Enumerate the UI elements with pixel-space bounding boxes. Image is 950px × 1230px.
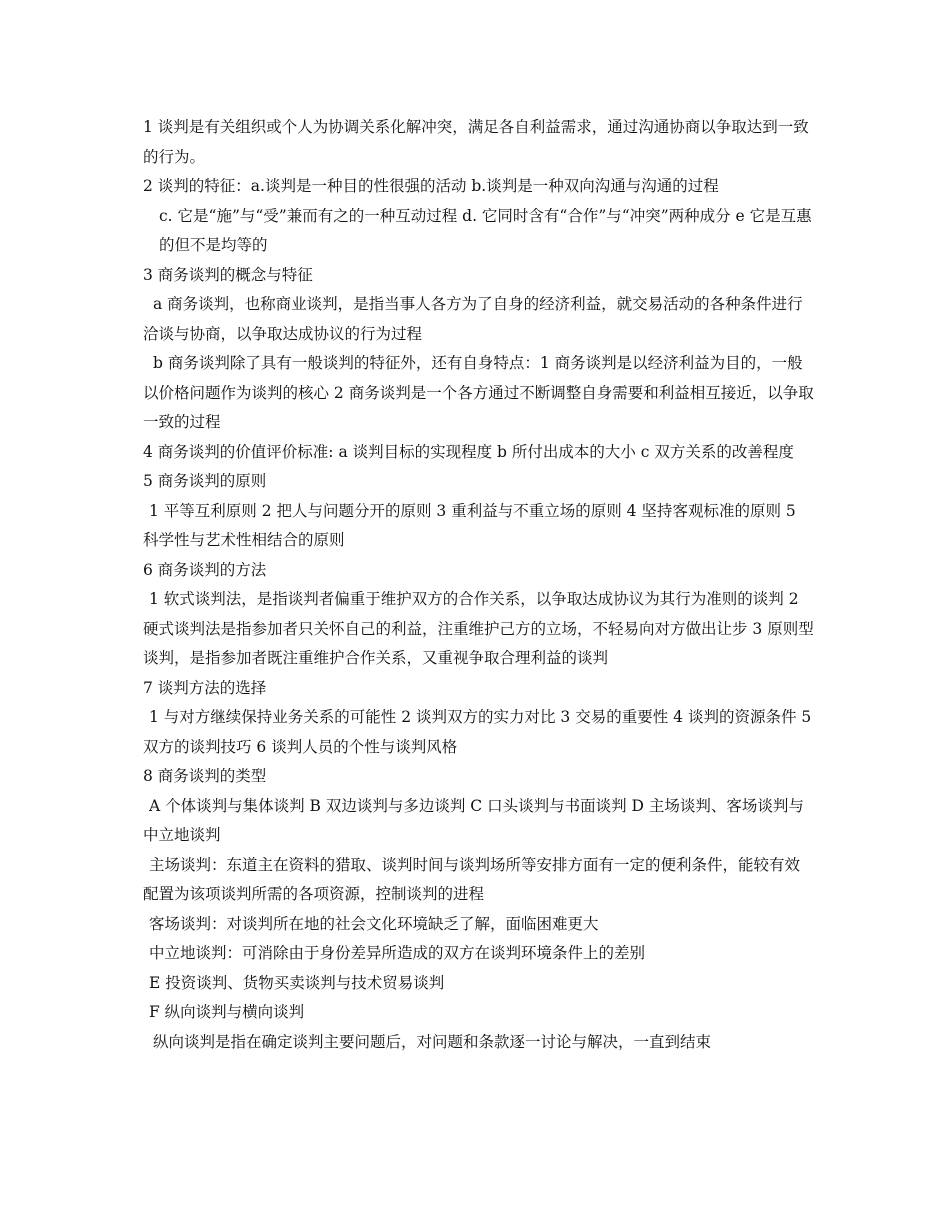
paragraph-concept-a: a 商务谈判，也称商业谈判，是指当事人各方为了自身的经济利益，就交易活动的各种条件进行洽谈与协商，以争取达成协议的行为过程 (143, 295, 803, 343)
paragraph-features-cont: c. 它是“施”与“受”兼而有之的一种互动过程 d. 它同时含有“合作”与“冲突”两种成分 e 它是互惠的但不是均等的 (159, 206, 812, 254)
paragraph-principles: 1 平等互利原则 2 把人与问题分开的原则 3 重利益与不重立场的原则 4 坚持客观标准的原则 5 科学性与艺术性相结合的原则 (143, 501, 796, 549)
paragraph-types: A 个体谈判与集体谈判 B 双边谈判与多边谈判 C 口头谈判与书面谈判 D 主场谈判、客场谈判与中立地谈判 (143, 796, 804, 844)
paragraph-vertical-negotiation: 纵向谈判是指在确定谈判主要问题后，对问题和条款逐一讨论与解决，一直到结束 (153, 1032, 712, 1051)
heading-types: 8 商务谈判的类型 (143, 767, 267, 785)
heading-methods: 6 商务谈判的方法 (143, 560, 267, 579)
paragraph-features: 2 谈判的特征：a.谈判是一种目的性很强的活动 b.谈判是一种双向沟通与沟通的过程 (143, 177, 719, 195)
document-body (143, 113, 815, 1057)
heading-method-selection: 7 谈判方法的选择 (143, 678, 267, 697)
paragraph-concept-b: b 商务谈判除了具有一般谈判的特征外，还有自身特点：1 商务谈判是以经济利益为目的，一般以价格问题作为谈判的核心 2 商务谈判是一个各方通过不断调整自身需要和利益相互接近，以争取一致的过程 (143, 354, 814, 431)
paragraph-type-e: E 投资谈判、货物买卖谈判与技术贸易谈判 (149, 973, 445, 992)
paragraph-away-negotiation: 客场谈判：对谈判所在地的社会文化环境缺乏了解，面临困难更大 (149, 914, 599, 933)
paragraph-method-selection: 1 与对方继续保持业务关系的可能性 2 谈判双方的实力对比 3 交易的重要性 4 谈判的资源条件 5 双方的谈判技巧 6 谈判人员的个性与谈判风格 (143, 708, 812, 756)
heading-principles: 5 商务谈判的原则 (143, 472, 267, 490)
paragraph-methods: 1 软式谈判法，是指谈判者偏重于维护双方的合作关系，以争取达成协议为其行为准则的谈判 2 硬式谈判法是指参加者只关怀自己的利益，注重维护己方的立场，不轻易向对方做出让步 3 原则型谈判，是指参加者既注重维护合作关系，又重视争取合理利益的谈判 (143, 590, 814, 667)
paragraph-home-negotiation: 主场谈判：东道主在资料的猎取、谈判时间与谈判场所等安排方面有一定的便利条件，能较有效配置为该项谈判所需的各项资源，控制谈判的进程 (143, 855, 801, 903)
paragraph-neutral-negotiation: 中立地谈判：可消除由于身份差异所造成的双方在谈判环境条件上的差别 (149, 944, 646, 962)
heading-business-negotiation: 3 商务谈判的概念与特征 (143, 265, 313, 284)
paragraph-type-f: F 纵向谈判与横向谈判 (149, 1003, 305, 1021)
paragraph-evaluation: 4 商务谈判的价值评价标准: a 谈判目标的实现程度 b 所付出成本的大小 c 双方关系的改善程度 (143, 442, 794, 461)
paragraph-definition: 1 谈判是有关组织或个人为协调关系化解冲突，满足各自利益需求，通过沟通协商以争取达到一致的行为。 (143, 118, 809, 166)
